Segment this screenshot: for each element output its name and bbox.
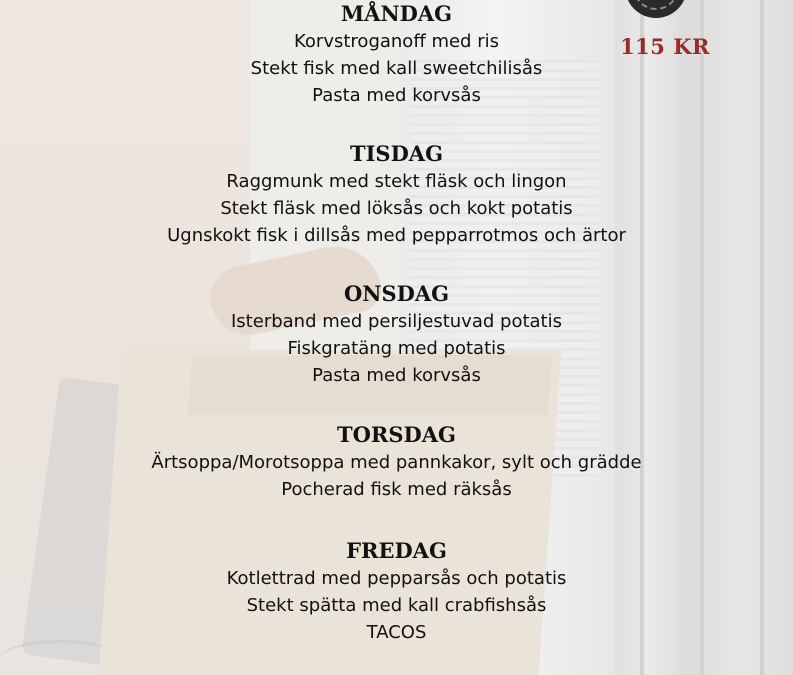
dish-item: Pasta med korvsås [312, 85, 481, 106]
day-title: FREDAG [346, 538, 447, 563]
dish-item: Kotlettrad med pepparsås och potatis [226, 568, 567, 589]
day-wednesday [0, 280, 793, 389]
price-label: 115 KR [620, 34, 710, 59]
day-title: ONSDAG [343, 281, 450, 306]
dish-item: Fiskgratäng med potatis [287, 338, 506, 359]
dish-item: Pocherad fisk med räksås [281, 479, 512, 500]
day-thursday [0, 421, 793, 503]
day-monday [0, 0, 793, 109]
day-friday [0, 537, 793, 646]
dish-item: Raggmunk med stekt fläsk och lingon [226, 171, 567, 192]
dish-item: Stekt spätta med kall crabfishsås [246, 595, 547, 616]
dish-item: Isterband med persiljestuvad potatis [231, 311, 562, 332]
day-title: TISDAG [349, 141, 444, 166]
dish-item: Korvstroganoff med ris [294, 31, 499, 52]
day-title: TORSDAG [337, 422, 456, 447]
dish-item: Stekt fläsk med löksås och kokt potatis [220, 198, 573, 219]
dish-item: Ärtsoppa/Morotsoppa med pannkakor, sylt och grädde [151, 452, 642, 473]
dish-item: TACOS [366, 622, 427, 643]
dish-item: Pasta med korvsås [312, 365, 481, 386]
dish-item: Stekt fisk med kall sweetchilisås [250, 58, 543, 79]
day-tuesday [0, 140, 793, 249]
day-title: MÅNDAG [340, 1, 453, 26]
dish-item: Ugnskokt fisk i dillsås med pepparrotmos och ärtor [167, 225, 626, 246]
